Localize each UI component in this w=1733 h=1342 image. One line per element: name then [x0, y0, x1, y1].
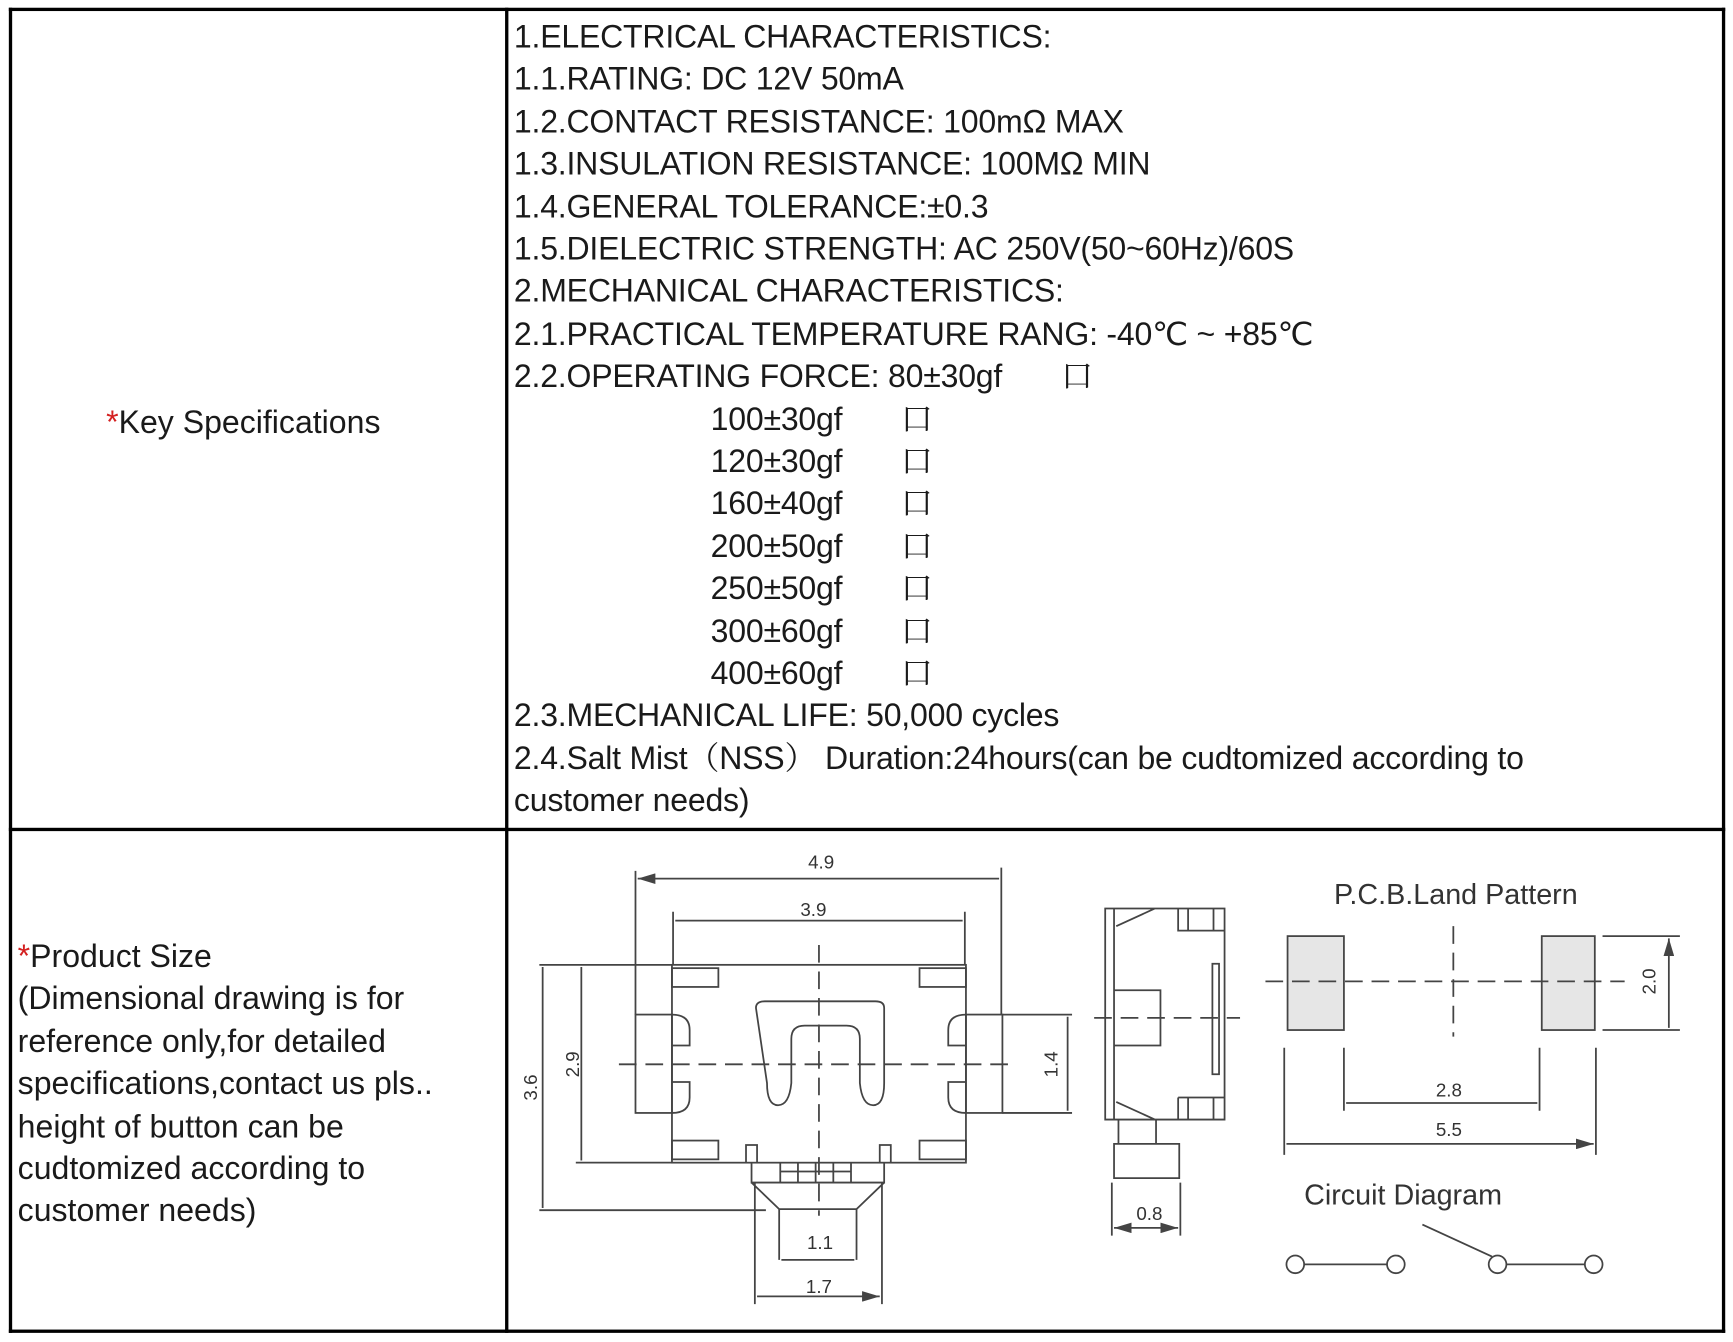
pcb-land-pattern: [1265, 926, 1679, 1155]
circuit-title: Circuit Diagram: [1304, 1179, 1503, 1212]
label-text: Key Specifications: [118, 405, 381, 441]
note-line: height of button can be: [17, 1109, 344, 1145]
note-line: specifications,contact us pls..: [17, 1066, 433, 1103]
note-line: customer needs): [17, 1194, 257, 1230]
dim-label: 0.8: [1136, 1203, 1163, 1225]
spec-text: 120±30gf: [710, 444, 843, 480]
pad-left: [1288, 936, 1344, 1030]
spec-text: 250±50gf: [710, 571, 843, 607]
spec-text: 1.ELECTRICAL CHARACTERISTICS:: [513, 19, 1052, 56]
side-view: [1094, 908, 1240, 1235]
dim-label: 2.9: [562, 1051, 584, 1078]
spec-text: 160±40gf: [710, 486, 843, 523]
spec-text: 300±60gf: [710, 614, 843, 650]
top-view: [539, 868, 1072, 1305]
spec-text: 1.5.DIELECTRIC STRENGTH: AC 250V(50~60Hz)/60S: [513, 232, 1294, 268]
spec-text: 400±60gf: [710, 656, 843, 692]
checkbox-icon: 口: [900, 444, 933, 480]
pad-right: [1542, 936, 1595, 1030]
checkbox-icon: 口: [900, 571, 933, 607]
spec-text: 2.2.OPERATING FORCE: 80±30gf: [513, 359, 1003, 395]
spec-text: 1.2.CONTACT RESISTANCE: 100mΩ MAX: [513, 104, 1124, 141]
dim-label: 1.1: [807, 1231, 834, 1253]
spec-text: 1.1.RATING: DC 12V 50mA: [513, 62, 904, 98]
dim-label: 1.4: [1040, 1051, 1062, 1078]
checkbox-icon: 口: [1060, 359, 1093, 395]
dim-label: 2.0: [1638, 968, 1660, 995]
dim-label: 2.8: [1435, 1079, 1462, 1101]
dim-label: 1.7: [805, 1276, 833, 1298]
spec-text: 2.3.MECHANICAL LIFE: 50,000 cycles: [513, 698, 1060, 735]
checkbox-icon: 口: [900, 529, 933, 565]
note-line: cudtomized according to: [17, 1151, 366, 1188]
spec-text: 200±50gf: [710, 529, 843, 565]
spec-text: customer needs): [513, 783, 750, 820]
note-line: reference only,for detailed: [17, 1024, 386, 1060]
spec-text: 2.4.Salt Mist（NSS） Duration:24hours(can be cudtomized according to: [513, 741, 1524, 777]
required-mark: *: [17, 939, 31, 975]
dim-label: 3.9: [800, 899, 827, 921]
dim-label: 5.5: [1435, 1119, 1462, 1141]
required-mark: *: [106, 405, 119, 441]
checkbox-icon: 口: [900, 401, 933, 438]
checkbox-icon: 口: [900, 614, 933, 650]
checkbox-icon: 口: [900, 486, 933, 523]
label-text: Product Size: [30, 939, 212, 975]
note-line: (Dimensional drawing is for: [17, 981, 405, 1018]
spec-text: 1.4.GENERAL TOLERANCE:±0.3: [513, 189, 989, 226]
checkbox-icon: 口: [900, 656, 933, 692]
spec-text: 100±30gf: [710, 401, 843, 438]
spec-text: 2.MECHANICAL CHARACTERISTICS:: [513, 274, 1064, 310]
circuit-diagram: [1286, 1225, 1602, 1274]
dim-label: 3.6: [520, 1074, 542, 1101]
pcb-title: P.C.B.Land Pattern: [1333, 879, 1578, 912]
dim-label: 4.9: [808, 851, 835, 873]
spec-text: 2.1.PRACTICAL TEMPERATURE RANG: -40℃ ~ +85℃: [513, 316, 1314, 353]
spec-text: 1.3.INSULATION RESISTANCE: 100MΩ MIN: [513, 147, 1151, 183]
